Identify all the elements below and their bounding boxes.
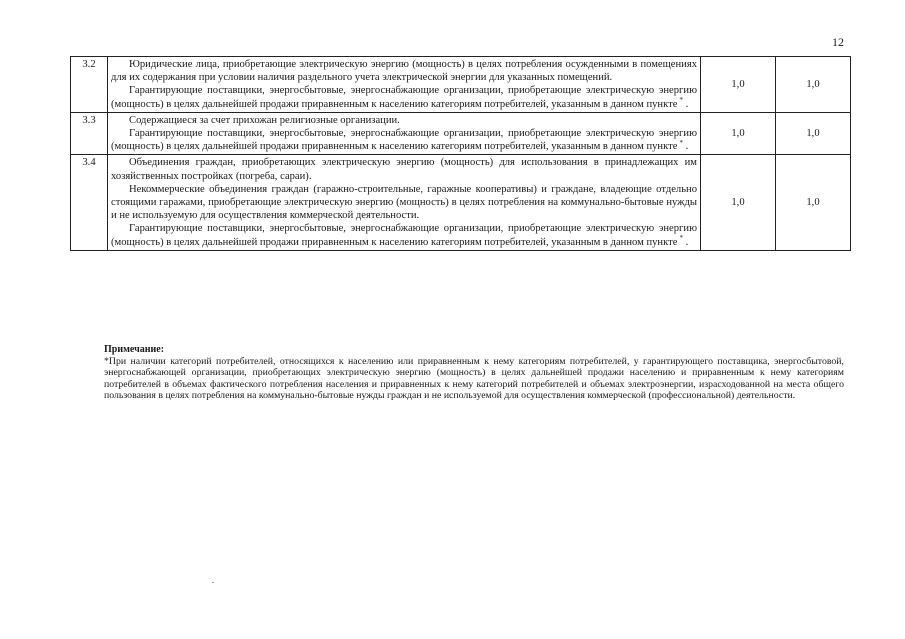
coefficient-value: 1,0 [701,112,776,155]
table-row [71,155,851,250]
table-row [71,112,851,155]
description-paragraph: Объединения граждан, приобретающих электрическую энергию (мощность) для использования в принадлежащих им хозяйственных постройках (погреба, сараи). [111,157,697,182]
row-description [108,57,701,113]
footnote-title: Примечание: [104,344,165,355]
coefficient-value: 1,0 [776,112,851,155]
description-paragraph [111,127,697,153]
paragraph-end: . [685,141,689,153]
table-row [71,57,851,113]
paragraph-text: Гарантирующие поставщики, энергосбытовые, энергоснабжающие организации, приобретающие электрическую энергию (мощность) в целях дальнейшей продажи приравненным к населению категориям потребителей, указанным в данном пункте [111,85,697,110]
paragraph-text: Гарантирующие поставщики, энергосбытовые, энергоснабжающие организации, приобретающие электрическую энергию (мощность) в целях дальнейшей продажи приравненным к населению категориям потребителей, указанным в данном пункте [111,223,697,248]
footnote-marker: * [679,138,683,147]
footnote-marker: * [679,96,683,105]
scan-speck [212,582,214,583]
row-description [108,155,701,250]
footnote-text: *При наличии категорий потребителей, относящихся к населению или приравненным к нему категориям потребителей, у гарантирующего поставщика, энергосбытовой, энергоснабжающей организации, приобретающих электрическую энергию (мощность) в целях дальнейшей продажи населению и приравненным к нему категориям потребителей в объемах фактического потребления населения и приравненных к нему категорий потребителей и объемах электроэнергии, израсходованной на места общего пользования в целях потребления на коммунально-бытовые нужды граждан и не используемой для осуществления коммерческой (профессиональной) деятельности. [104,355,844,402]
footnote-marker: * [679,234,683,243]
description-paragraph [111,84,697,110]
row-number: 3.2 [71,57,108,113]
tariff-table [70,56,851,251]
description-paragraph: Содержащиеся за счет прихожан религиозные организации. [129,114,400,126]
paragraph-text: Гарантирующие поставщики, энергосбытовые, энергоснабжающие организации, приобретающие электрическую энергию (мощность) в целях дальнейшей продажи приравненным к населению категориям потребителей, указанным в данном пункте [111,128,697,153]
description-paragraph: Юридические лица, приобретающие электрическую энергию (мощность) в целях потребления осужденными в помещениях для их содержания при условии наличия раздельного учета электрической энергии для указанных помещений. [111,59,697,84]
coefficient-value: 1,0 [776,155,851,250]
description-paragraph: Некоммерческие объединения граждан (гаражно-строительные, гаражные кооперативы) и граждане, владеющие отдельно стоящими гаражами, приобретающие электрическую энергию (мощность) в целях потребления на коммунально-бытовые нужды и не используемую для осуществления коммерческой деятельности. [111,183,697,222]
paragraph-end: . [685,98,689,110]
row-description [108,112,701,155]
paragraph-end: . [685,236,689,248]
description-paragraph [111,222,697,248]
row-number: 3.4 [71,155,108,250]
page-number: 12 [832,35,844,49]
coefficient-value: 1,0 [776,57,851,113]
footnote [104,344,844,402]
coefficient-value: 1,0 [701,155,776,250]
coefficient-value: 1,0 [701,57,776,113]
row-number: 3.3 [71,112,108,155]
